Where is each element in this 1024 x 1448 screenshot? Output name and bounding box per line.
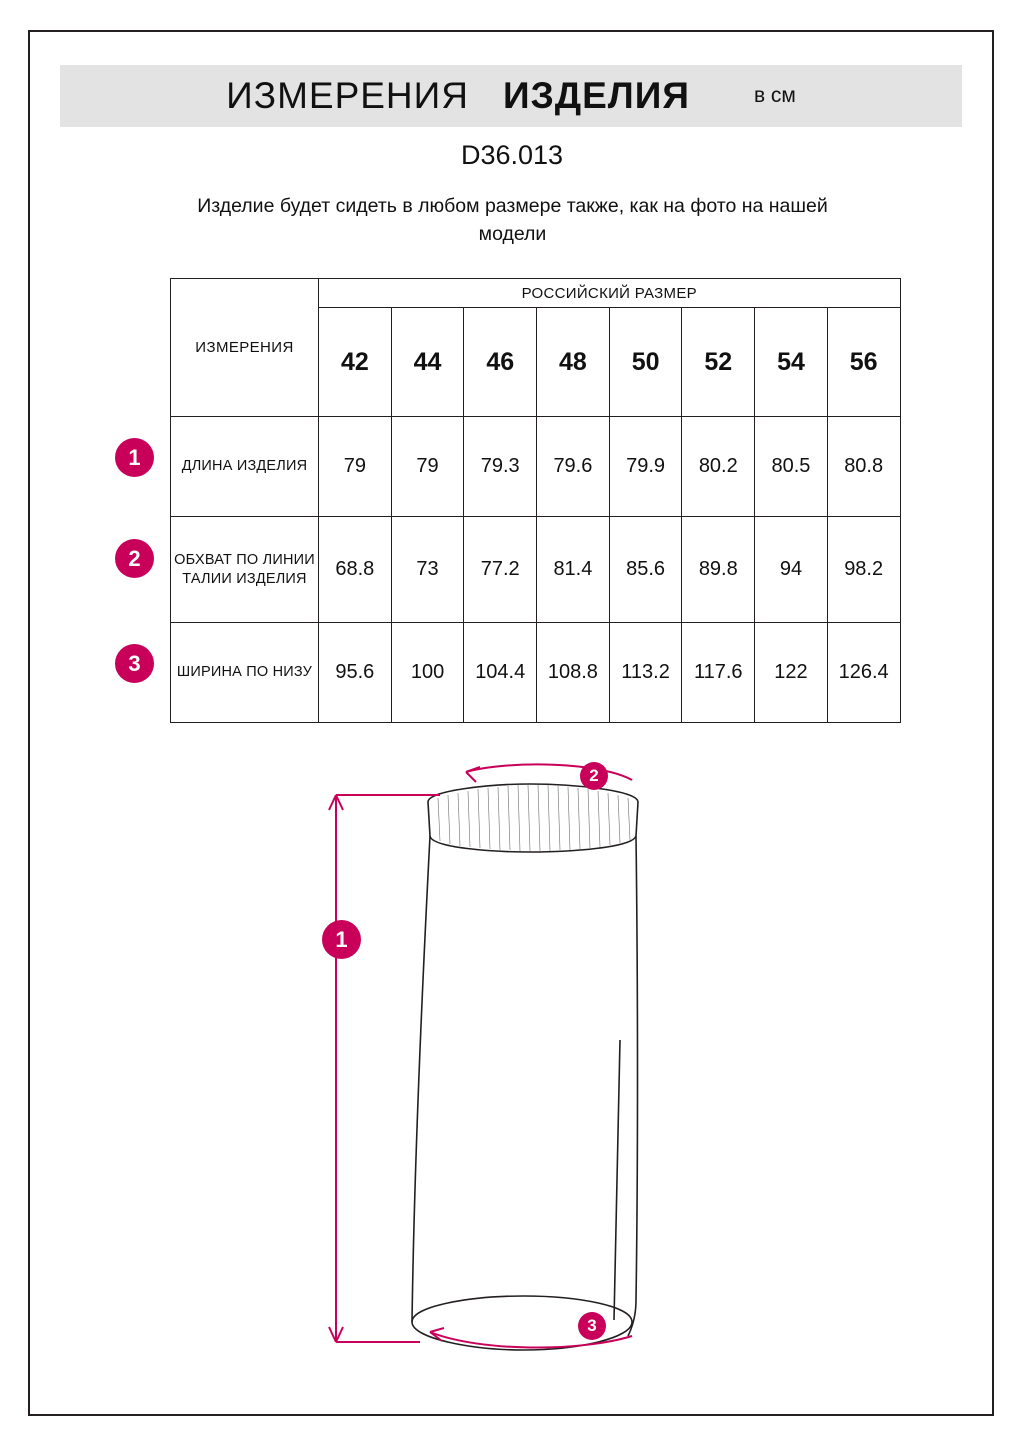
size-col-48: 48 (537, 308, 610, 417)
cell-length-42: 79 (319, 417, 392, 517)
size-table (170, 278, 901, 723)
cell-hem-56: 126.4 (827, 623, 900, 723)
header-title-product: ИЗДЕЛИЯ (502, 75, 690, 116)
cell-hem-42: 95.6 (319, 623, 392, 723)
header (60, 65, 962, 127)
cell-waist-56: 98.2 (827, 517, 900, 623)
cell-length-52: 80.2 (682, 417, 755, 517)
technical-drawing (280, 740, 750, 1380)
table-header-measurements: ИЗМЕРЕНИЯ (171, 279, 319, 417)
cell-waist-46: 77.2 (464, 517, 537, 623)
article-code: D36.013 (460, 140, 564, 170)
cell-length-50: 79.9 (609, 417, 682, 517)
row-label-waist: ОБХВАТ ПО ЛИНИИ ТАЛИИ ИЗДЕЛИЯ (171, 517, 319, 623)
callout-badge-1: 1 (115, 438, 154, 477)
size-col-54: 54 (755, 308, 828, 417)
cell-length-46: 79.3 (464, 417, 537, 517)
table-row (171, 623, 901, 723)
size-col-52: 52 (682, 308, 755, 417)
table-header-row-group (171, 279, 901, 308)
cell-hem-48: 108.8 (537, 623, 610, 723)
table-header-russian-size: РОССИЙСКИЙ РАЗМЕР (319, 279, 901, 308)
cell-waist-54: 94 (755, 517, 828, 623)
size-col-56: 56 (827, 308, 900, 417)
cell-length-44: 79 (391, 417, 464, 517)
cell-length-48: 79.6 (537, 417, 610, 517)
size-col-50: 50 (609, 308, 682, 417)
cell-waist-48: 81.4 (537, 517, 610, 623)
cell-length-56: 80.8 (827, 417, 900, 517)
drawing-callout-3: 3 (578, 1312, 606, 1340)
cell-hem-44: 100 (391, 623, 464, 723)
cell-waist-50: 85.6 (609, 517, 682, 623)
cell-hem-54: 122 (755, 623, 828, 723)
cell-waist-44: 73 (391, 517, 464, 623)
cell-hem-46: 104.4 (464, 623, 537, 723)
cell-waist-52: 89.8 (682, 517, 755, 623)
cell-waist-42: 68.8 (319, 517, 392, 623)
table-row (171, 517, 901, 623)
header-units: в см (753, 84, 796, 107)
header-title-measurements: ИЗМЕРЕНИЯ (226, 75, 469, 116)
size-col-42: 42 (319, 308, 392, 417)
cell-hem-52: 117.6 (682, 623, 755, 723)
cell-hem-50: 113.2 (609, 623, 682, 723)
callout-badge-3: 3 (115, 644, 154, 683)
size-col-46: 46 (464, 308, 537, 417)
fit-note: Изделие будет сидеть в любом размере также, как на фото на нашей модели (197, 195, 828, 245)
size-col-44: 44 (391, 308, 464, 417)
drawing-callout-2: 2 (580, 762, 608, 790)
row-label-hem-width: ШИРИНА ПО НИЗУ (171, 623, 319, 723)
table-row (171, 417, 901, 517)
drawing-callout-1: 1 (322, 920, 361, 959)
row-label-length: ДЛИНА ИЗДЕЛИЯ (171, 417, 319, 517)
callout-badge-2: 2 (115, 539, 154, 578)
cell-length-54: 80.5 (755, 417, 828, 517)
